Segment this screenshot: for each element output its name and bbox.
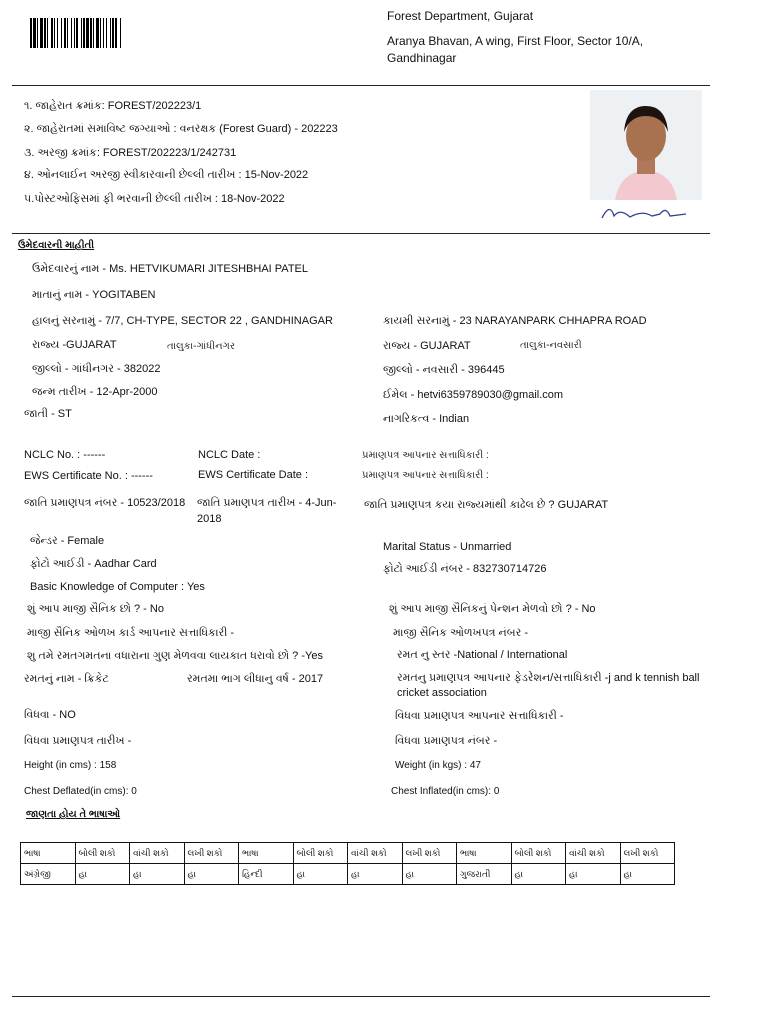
- caste-certificate-date: જાતિ પ્રમાણપત્ર તારીખ - 4-Jun-: [197, 497, 337, 509]
- barcode-bar: [106, 18, 107, 48]
- barcode-bar: [81, 18, 82, 48]
- table-cell: હા: [566, 864, 621, 885]
- email: ઈમેલ - hetvi6359789030@gmail.com: [383, 389, 564, 401]
- divider: [12, 85, 710, 86]
- languages-table: [20, 842, 675, 885]
- table-cell: અંગ્રેજી: [21, 864, 76, 885]
- candidate-photo: [590, 90, 702, 230]
- barcode-bar: [96, 18, 99, 48]
- district-permanent: જીલ્લો - નવસારી - 396445: [383, 364, 505, 376]
- barcode-bar: [86, 18, 89, 48]
- chest-inflated: Chest Inflated(in cms): 0: [391, 786, 500, 797]
- ex-army-id-number: માજી સૈનિક ઓળખપત્ર નંબર -: [393, 627, 528, 639]
- last-date-online: ૪. ઓનલાઈન અરજી સ્વીકારવાની છેલ્લી તારીખ : 15-Nov-2022: [24, 169, 309, 181]
- sport-year: રમતમા ભાગ લીધાનુ વર્ષ - 2017: [187, 673, 324, 685]
- table-cell: હા: [620, 864, 675, 885]
- table-cell: હા: [348, 864, 403, 885]
- table-header-cell: વાંચી શકો: [130, 843, 185, 864]
- sports-eligibility: શુ તમે રમતગમતના વધારાના ગુણ મેળવવા લાયકાત ધરાવો છો ? -Yes: [27, 650, 323, 662]
- footer-divider: [12, 996, 710, 997]
- table-row: [21, 864, 675, 885]
- table-header-cell: વાંચી શકો: [566, 843, 621, 864]
- barcode-bar: [100, 18, 101, 48]
- table-cell: હા: [184, 864, 239, 885]
- photo-id-number: ફોટો આઈડી નંબર - 832730714726: [383, 563, 547, 575]
- table-header-cell: વાંચી શકો: [348, 843, 403, 864]
- advt-number: ૧. જાહેરાત ક્રમાંક: FOREST/202223/1: [24, 100, 202, 112]
- state-permanent: રાજ્ય - GUJARAT: [383, 340, 471, 352]
- barcode-bar: [51, 18, 53, 48]
- barcode-bar: [93, 18, 94, 48]
- address-line-2: Gandhinagar: [387, 51, 457, 65]
- sport-association: રમતનુ પ્રમાણપત્ર આપનાર ફેડરેશન/સત્તાધિકારી -j and k tennish ball: [397, 672, 700, 684]
- org-name: Forest Department, Gujarat: [387, 9, 534, 23]
- table-header-cell: લખી શકો: [620, 843, 675, 864]
- ex-army: શું આપ માજી સૈનિક છો ? - No: [27, 603, 164, 615]
- nationality: નાગરિકત્વ - Indian: [383, 413, 470, 425]
- barcode-bar: [67, 18, 68, 48]
- chest-deflated: Chest Deflated(in cms): 0: [24, 786, 137, 797]
- table-header-cell: બોલી શકો: [511, 843, 566, 864]
- barcode-bar: [54, 18, 55, 48]
- mother-name: માતાનું નામ - YOGITABEN: [32, 289, 156, 301]
- table-cell: હા: [511, 864, 566, 885]
- weight: Weight (in kgs) : 47: [395, 760, 481, 771]
- date-of-birth: જન્મ તારીખ - 12-Apr-2000: [32, 386, 158, 398]
- barcode-bar: [44, 18, 46, 48]
- barcode-bar: [37, 18, 38, 48]
- ex-army-pension: શું આપ માજી સૈનિકનું પેન્શન મેળવો છો ? - No: [389, 603, 596, 615]
- sport-association-cont: cricket association: [397, 687, 487, 699]
- table-header-cell: લખી શકો: [402, 843, 457, 864]
- caste-certificate-year: 2018: [197, 513, 222, 525]
- barcode-bar: [90, 18, 92, 48]
- current-address: હાલનું સરનામું - 7/7, CH-TYPE, SECTOR 22 , GANDHINAGAR: [32, 315, 333, 327]
- table-header-cell: ભાષા: [457, 843, 512, 864]
- barcode-bar: [103, 18, 104, 48]
- district-current: જીલ્લો - ગાંધીનગર - 382022: [32, 363, 161, 375]
- widow-authority: વિધવા પ્રમાણપત્ર આપનાર સત્તાધિકારી -: [395, 710, 564, 722]
- ews-date: EWS Certificate Date :: [198, 469, 309, 481]
- gender: જેન્ડર - Female: [30, 535, 105, 547]
- table-cell: હા: [130, 864, 185, 885]
- last-date-fee: ૫.પોસ્ટઓફિસમાં ફી ભરવાની છેલ્લી તારીખ : 18-Nov-2022: [24, 193, 285, 205]
- table-cell: હિન્દી: [239, 864, 294, 885]
- languages-header-row: [21, 843, 675, 864]
- barcode: [30, 18, 240, 48]
- nclc-authority: પ્રમાણપત્ર આપનાર સત્તાધિકારી :: [362, 450, 489, 461]
- ex-army-card-authority: માજી સૈનિક ઓળખ કાર્ડ આપનાર સત્તાધિકારી -: [27, 627, 235, 639]
- height: Height (in cms) : 158: [24, 760, 117, 771]
- table-cell: હા: [402, 864, 457, 885]
- barcode-bar: [61, 18, 62, 48]
- barcode-bar: [33, 18, 36, 48]
- barcode-bar: [64, 18, 66, 48]
- ews-number: EWS Certificate No. : ------: [24, 470, 153, 482]
- table-cell: હા: [75, 864, 130, 885]
- divider: [12, 233, 710, 234]
- computer-knowledge: Basic Knowledge of Computer : Yes: [30, 581, 205, 593]
- caste: જાતી - ST: [24, 408, 72, 420]
- application-number: ૩. અરજી ક્રમાંક: FOREST/202223/1/242731: [24, 147, 237, 159]
- sport-name: રમતનું નામ - ક્રિકેટ: [24, 673, 109, 685]
- barcode-bar: [83, 18, 85, 48]
- barcode-bar: [74, 18, 75, 48]
- widow-certificate-date: વિધવા પ્રમાણપત્ર તારીખ -: [24, 735, 132, 747]
- marital-status: Marital Status - Unmarried: [383, 541, 512, 553]
- barcode-bar: [71, 18, 72, 48]
- nclc-number: NCLC No. : ------: [24, 449, 106, 461]
- barcode-bar: [76, 18, 78, 48]
- photo-id-type: ફોટો આઈડી - Aadhar Card: [30, 558, 157, 570]
- barcode-bar: [47, 18, 48, 48]
- candidate-name: ઉમેદવારનું નામ - Ms. HETVIKUMARI JITESHBHAI PATEL: [32, 263, 308, 275]
- table-cell: ગુજરાતી: [457, 864, 512, 885]
- taluka-current: તાલુકા-ગાંધીનગર: [167, 341, 236, 352]
- section-title: ઉમેદવારની માહીતી: [18, 240, 95, 251]
- state-current: રાજ્ય -GUJARAT: [32, 339, 117, 351]
- barcode-bar: [40, 18, 43, 48]
- ews-authority: પ્રમાણપત્ર આપનાર સત્તાધિકારી :: [362, 470, 489, 481]
- caste-certificate-number: જાતિ પ્રમાણપત્ર નંબર - 10523/2018: [24, 497, 186, 509]
- barcode-bar: [110, 18, 111, 48]
- widow-status: વિધવા - NO: [24, 709, 76, 721]
- table-header-cell: બોલી શકો: [75, 843, 130, 864]
- taluka-permanent: તાલુકા-નવસારી: [520, 340, 582, 351]
- nclc-date: NCLC Date :: [198, 449, 261, 461]
- widow-certificate-number: વિધવા પ્રમાણપત્ર નંબર -: [395, 735, 498, 747]
- sports-level: રમત નુ સ્તર -National / International: [397, 649, 568, 661]
- barcode-bar: [30, 18, 32, 48]
- barcode-bar: [112, 18, 114, 48]
- table-header-cell: ભાષા: [239, 843, 294, 864]
- barcode-bar: [120, 18, 121, 48]
- table-cell: હા: [293, 864, 348, 885]
- languages-title: જાણતા હોય તે ભાષાઓ: [26, 809, 121, 820]
- table-header-cell: બોલી શકો: [293, 843, 348, 864]
- barcode-bar: [115, 18, 117, 48]
- post-name: ૨. જાહેરાતમાં સમાવિષ્ટ જગ્યાઓ : વનરક્ષક (Forest Guard) - 202223: [24, 123, 338, 135]
- barcode-bar: [57, 18, 58, 48]
- address-line-1: Aranya Bhavan, A wing, First Floor, Sector 10/A,: [387, 34, 644, 48]
- permanent-address: કાયમી સરનામું - 23 NARAYANPARK CHHAPRA ROAD: [383, 315, 647, 327]
- table-header-cell: લખી શકો: [184, 843, 239, 864]
- table-header-cell: ભાષા: [21, 843, 76, 864]
- caste-certificate-state: જાતિ પ્રમાણપત્ર કયા રાજ્યમાંથી કાઢેલ છે ? GUJARAT: [364, 499, 609, 511]
